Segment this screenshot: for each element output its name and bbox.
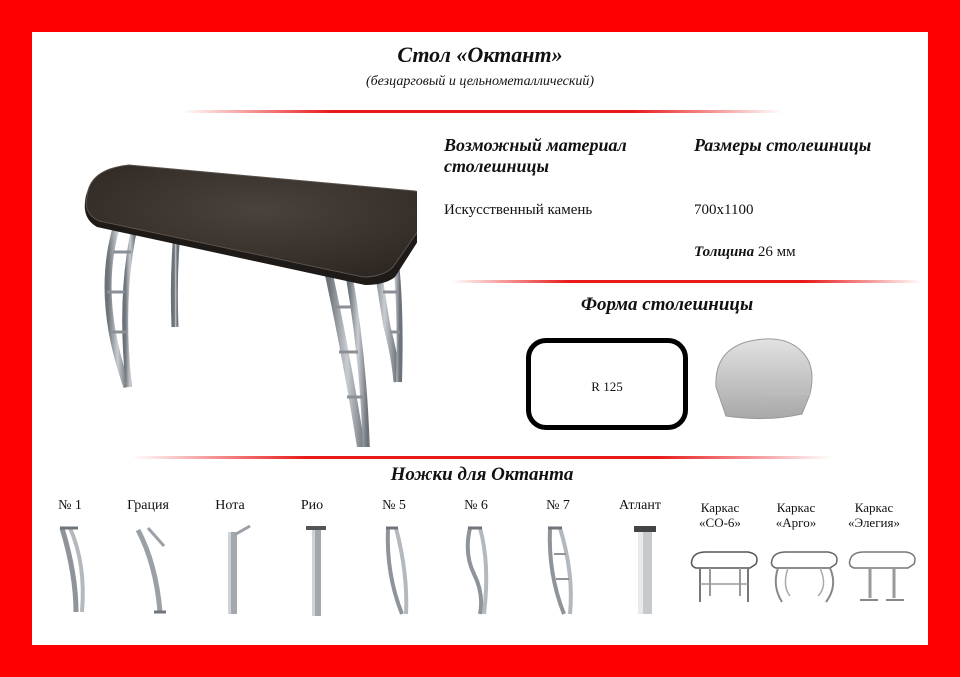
radius-label: R 125 [591,379,623,394]
material-header: Возможный материал столешницы [444,135,627,176]
page-title: Стол «Октант» [397,42,563,67]
thickness-value: 26 мм [757,244,796,260]
shape-outline [526,338,688,430]
edge-profile-image [706,332,822,424]
table-image [47,127,417,447]
frame-argo-image [768,546,842,608]
material-value: Искусственный камень [444,202,593,218]
page-subtitle: (безцарговый и цельнометаллический) [365,74,595,89]
leg-6-image [462,524,502,618]
separator-mid [452,280,922,283]
leg-label-atlant: Атлант [619,498,661,513]
leg-label-rio: Рио [300,498,324,513]
legs-title: Ножки для Октанта [390,464,574,485]
leg-gratsiya-image [134,524,174,618]
separator-top [182,110,782,113]
thickness-label: Толщина [694,244,755,260]
leg-atlant-image [626,524,666,618]
size-value: 700x1100 [694,202,754,218]
leg-7-image [544,524,584,618]
leg-label-6: № 6 [464,498,488,513]
leg-rio-image [298,524,338,618]
frame-elegiya-image [846,546,920,608]
leg-label-5: № 5 [382,498,406,513]
size-header: Размеры столешницы [694,135,872,155]
leg-nota-image [216,524,256,618]
frame-label-elegiya: Каркас «Элегия» [848,500,900,530]
frame-so6-image [688,546,762,608]
frame-label-so6: Каркас «СО-6» [699,500,741,530]
shape-title: Форма столешницы [580,294,754,315]
leg-label-1: № 1 [58,498,82,513]
leg-label-7: № 7 [546,498,570,513]
product-card [32,32,928,645]
leg-1-image [56,524,96,618]
leg-label-nota: Нота [215,498,245,513]
thickness-row [694,244,796,261]
frame-label-argo: Каркас «Арго» [775,500,817,530]
leg-label-gratsiya: Грация [127,498,169,513]
separator-legs [132,456,832,459]
leg-5-image [380,524,420,618]
